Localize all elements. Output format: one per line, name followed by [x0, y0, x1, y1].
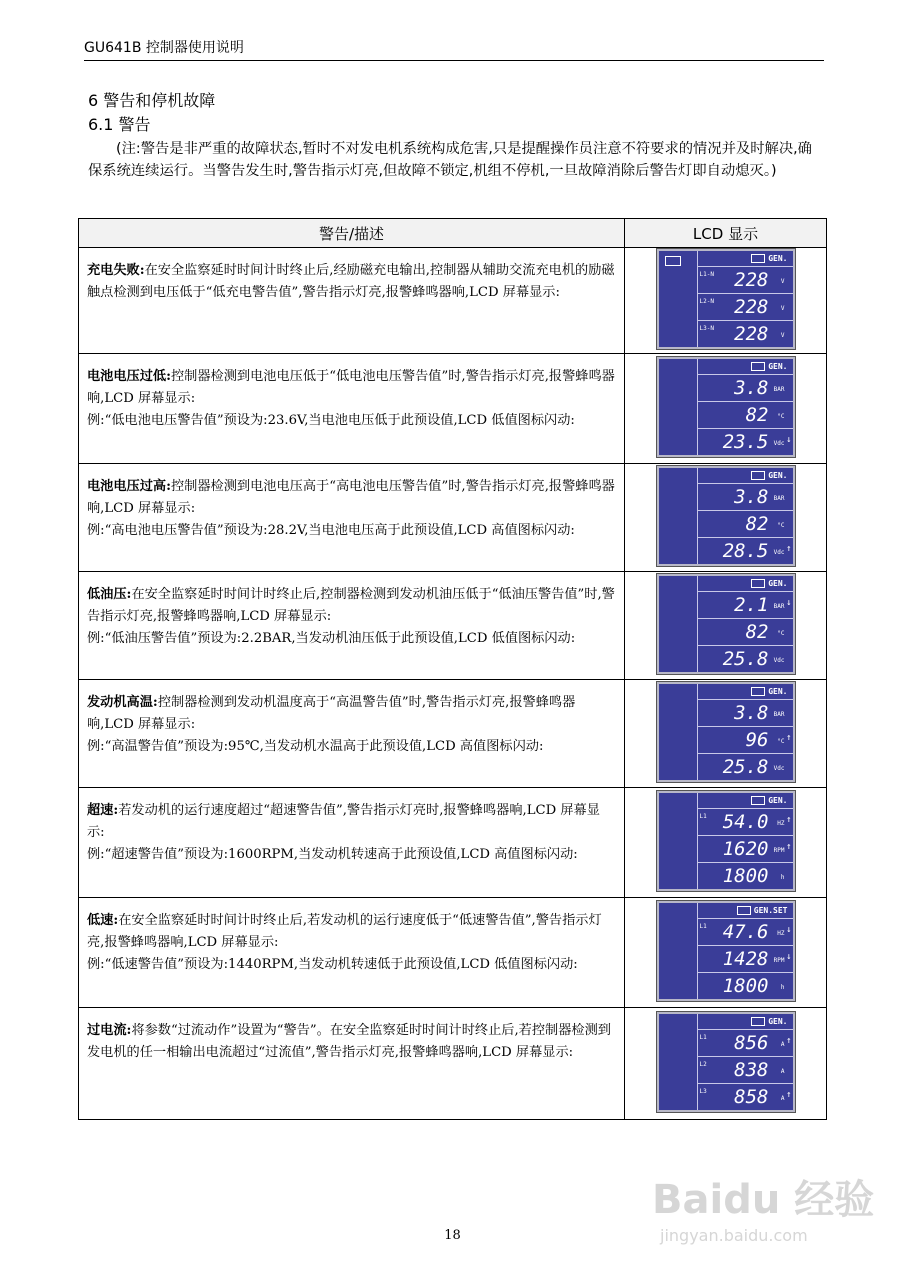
warning-text: 例:“低速警告值”预设为:1440RPM,当发动机转速低于此预设值,LCD 低值图标闪动:: [87, 957, 578, 972]
lcd-unit: HZ: [777, 819, 785, 827]
lcd-left-panel: [659, 576, 698, 672]
table-row: [79, 248, 827, 354]
warning-name: 超速:: [87, 803, 119, 818]
lcd-right-panel: [698, 793, 793, 889]
lcd-mode-label: GEN.: [768, 578, 788, 588]
lcd-value: 3.8: [734, 701, 769, 724]
lcd-unit: °C: [777, 737, 785, 745]
lcd-left-panel: [659, 251, 698, 347]
lcd-mode-indicator: [698, 576, 793, 592]
warning-text: 在安全监察延时时间计时终止后,若发动机的运行速度低于“低速警告值”,警告指示灯亮,报警蜂鸣器响,LCD 屏幕显示:: [87, 913, 602, 950]
lcd-display: [657, 249, 795, 349]
lcd-value: 82: [745, 403, 769, 426]
lcd-unit: V: [780, 304, 785, 312]
lcd-row: [698, 919, 793, 946]
lcd-alarm-arrow: ↓: [786, 597, 792, 608]
lcd-value: 228: [734, 295, 769, 318]
warning-text: 例:“高温警告值”预设为:95℃,当发动机水温高于此预设值,LCD 高值图标闪动:: [87, 739, 544, 754]
lcd-mode-indicator: [698, 251, 793, 267]
warning-name: 过电流:: [87, 1023, 132, 1038]
lcd-right-panel: [698, 684, 793, 780]
lcd-mode-label: GEN.SET: [753, 905, 788, 915]
warning-text: 例:“超速警告值”预设为:1600RPM,当发动机转速高于此预设值,LCD 高值图标闪动:: [87, 847, 578, 862]
lcd-mode-label: GEN.: [768, 1016, 788, 1026]
warning-description: [79, 354, 625, 464]
lcd-alarm-arrow: ↑: [786, 814, 792, 825]
lcd-unit: HZ: [777, 929, 785, 937]
lcd-value: 3.8: [734, 485, 769, 508]
generator-icon: [751, 254, 765, 263]
section-title: 6 警告和停机故障: [88, 91, 216, 110]
lcd-phase-tag: L1: [699, 812, 707, 820]
column-header-description: 警告/描述: [79, 219, 625, 248]
lcd-row: [698, 321, 793, 347]
lcd-mode-label: GEN.: [768, 253, 788, 263]
lcd-alarm-arrow: ↓: [786, 951, 792, 962]
lcd-unit: RPM: [773, 846, 785, 854]
lcd-right-panel: [698, 903, 793, 999]
warning-description: [79, 464, 625, 572]
battery-icon: [665, 256, 681, 266]
lcd-phase-tag: L1: [699, 922, 707, 930]
lcd-cell: [625, 898, 827, 1008]
lcd-mode-indicator: [698, 793, 793, 809]
lcd-value: 3.8: [734, 376, 769, 399]
lcd-mode-indicator: [698, 903, 793, 919]
lcd-mode-label: GEN.: [768, 686, 788, 696]
lcd-unit: V: [780, 331, 785, 339]
lcd-row: [698, 754, 793, 780]
generator-icon: [751, 471, 765, 480]
lcd-display: [657, 466, 795, 566]
lcd-phase-tag: L2: [699, 1060, 707, 1068]
lcd-mode-indicator: [698, 684, 793, 700]
lcd-row: [698, 1084, 793, 1110]
warning-text: 例:“低电池电压警告值”预设为:23.6V,当电池电压低于此预设值,LCD 低值图标闪动:: [87, 413, 575, 428]
lcd-row: [698, 294, 793, 321]
lcd-left-panel: [659, 359, 698, 455]
lcd-value: 96: [745, 728, 769, 751]
column-header-lcd: LCD 显示: [625, 219, 827, 248]
lcd-left-panel: [659, 684, 698, 780]
lcd-value: 2.1: [734, 593, 769, 616]
lcd-row: [698, 836, 793, 863]
header-label: GU641B 控制器使用说明: [84, 40, 244, 56]
lcd-cell: [625, 1008, 827, 1120]
lcd-row: [698, 538, 793, 564]
lcd-value: 25.8: [722, 647, 769, 670]
lcd-row: [698, 809, 793, 836]
warning-description: [79, 898, 625, 1008]
lcd-value: 25.8: [722, 755, 769, 778]
lcd-left-panel: [659, 468, 698, 564]
lcd-left-panel: [659, 793, 698, 889]
lcd-value: 1800: [722, 864, 769, 887]
table-row: [79, 1008, 827, 1120]
lcd-cell: [625, 680, 827, 788]
lcd-value: 228: [734, 322, 769, 345]
watermark-logo: Baidu 经验: [652, 1177, 875, 1223]
table-header-row: [79, 219, 827, 248]
lcd-value: 838: [734, 1058, 769, 1081]
watermark-url: jingyan.baidu.com: [660, 1226, 808, 1245]
lcd-row: [698, 973, 793, 999]
warning-text: 控制器检测到电池电压低于“低电池电压警告值”时,警告指示灯亮,报警蜂鸣器响,LCD 屏幕显示:: [87, 369, 615, 406]
lcd-unit: BAR: [773, 494, 785, 502]
subsection-title: 6.1 警告: [88, 115, 151, 134]
lcd-phase-tag: L2-N: [699, 297, 714, 305]
lcd-unit: Vdc: [773, 764, 785, 772]
lcd-mode-label: GEN.: [768, 361, 788, 371]
lcd-value: 858: [734, 1085, 769, 1108]
warning-name: 低油压:: [87, 587, 132, 602]
lcd-value: 1620: [722, 837, 769, 860]
lcd-value: 82: [745, 512, 769, 535]
lcd-mode-label: GEN.: [768, 795, 788, 805]
warning-text: 控制器检测到电池电压高于“高电池电压警告值”时,警告指示灯亮,报警蜂鸣器响,LCD 屏幕显示:: [87, 479, 615, 516]
warning-text: 若发动机的运行速度超过“超速警告值”,警告指示灯亮时,报警蜂鸣器响,LCD 屏幕显示:: [87, 803, 600, 840]
lcd-display: [657, 357, 795, 457]
warning-description: [79, 1008, 625, 1120]
lcd-value: 23.5: [722, 430, 769, 453]
lcd-alarm-arrow: ↑: [786, 543, 792, 554]
lcd-cell: [625, 788, 827, 898]
lcd-row: [698, 375, 793, 402]
lcd-right-panel: [698, 359, 793, 455]
table-row: [79, 572, 827, 680]
lcd-unit: A: [780, 1094, 785, 1102]
lcd-mode-indicator: [698, 468, 793, 484]
warning-description: [79, 248, 625, 354]
generator-icon: [751, 579, 765, 588]
lcd-value: 1800: [722, 974, 769, 997]
lcd-unit: Vdc: [773, 656, 785, 664]
warning-description: [79, 788, 625, 898]
lcd-alarm-arrow: ↑: [786, 1089, 792, 1100]
lcd-row: [698, 429, 793, 455]
generator-icon: [737, 906, 751, 915]
watermark: [640, 1168, 890, 1258]
lcd-phase-tag: L1-N: [699, 270, 714, 278]
lcd-value: 54.0: [722, 810, 769, 833]
lcd-value: 856: [734, 1031, 769, 1054]
generator-icon: [751, 1017, 765, 1026]
lcd-row: [698, 484, 793, 511]
lcd-value: 1428: [722, 947, 769, 970]
lcd-unit: BAR: [773, 385, 785, 393]
lcd-alarm-arrow: ↓: [786, 434, 792, 445]
lcd-left-panel: [659, 903, 698, 999]
lcd-row: [698, 727, 793, 754]
lcd-cell: [625, 464, 827, 572]
table-row: [79, 898, 827, 1008]
lcd-cell: [625, 354, 827, 464]
lcd-row: [698, 1057, 793, 1084]
lcd-phase-tag: L3-N: [699, 324, 714, 332]
lcd-alarm-arrow: ↓: [786, 924, 792, 935]
lcd-unit: °C: [777, 521, 785, 529]
table-row: [79, 680, 827, 788]
lcd-unit: RPM: [773, 956, 785, 964]
lcd-alarm-arrow: ↑: [786, 841, 792, 852]
warning-text: 控制器检测到发动机温度高于“高温警告值”时,警告指示灯亮,报警蜂鸣器响,LCD 屏幕显示:: [87, 695, 576, 732]
lcd-display: [657, 574, 795, 674]
lcd-left-panel: [659, 1014, 698, 1110]
lcd-cell: [625, 572, 827, 680]
lcd-value: 28.5: [722, 539, 769, 562]
warning-text: 例:“高电池电压警告值”预设为:28.2V,当电池电压高于此预设值,LCD 高值图标闪动:: [87, 523, 575, 538]
lcd-unit: BAR: [773, 710, 785, 718]
section-note: (注:警告是非严重的故障状态,暂时不对发电机系统构成危害,只是提醒操作员注意不符要求的情况并及时解决,确保系统连续运行。当警告发生时,警告指示灯亮,但故障不锁定,机组不停机,一旦故障消除后警告灯即自动熄灭。): [88, 141, 812, 179]
warning-table: [78, 218, 827, 1120]
lcd-value: 228: [734, 268, 769, 291]
lcd-row: [698, 1030, 793, 1057]
lcd-value: 47.6: [722, 920, 769, 943]
lcd-unit: h: [780, 873, 785, 881]
lcd-right-panel: [698, 1014, 793, 1110]
lcd-row: [698, 646, 793, 672]
warning-name: 低速:: [87, 913, 119, 928]
lcd-mode-label: GEN.: [768, 470, 788, 480]
table-row: [79, 788, 827, 898]
generator-icon: [751, 687, 765, 696]
lcd-row: [698, 619, 793, 646]
lcd-row: [698, 700, 793, 727]
lcd-row: [698, 267, 793, 294]
lcd-display: [657, 682, 795, 782]
lcd-row: [698, 511, 793, 538]
lcd-row: [698, 402, 793, 429]
lcd-unit: BAR: [773, 602, 785, 610]
warning-name: 充电失败:: [87, 263, 145, 278]
lcd-unit: °C: [777, 412, 785, 420]
lcd-unit: h: [780, 983, 785, 991]
lcd-display: [657, 1012, 795, 1112]
lcd-display: [657, 901, 795, 1001]
lcd-mode-indicator: [698, 1014, 793, 1030]
lcd-unit: Vdc: [773, 548, 785, 556]
lcd-row: [698, 863, 793, 889]
lcd-phase-tag: L1: [699, 1033, 707, 1041]
lcd-display: [657, 791, 795, 891]
lcd-unit: A: [780, 1067, 785, 1075]
lcd-unit: Vdc: [773, 439, 785, 447]
lcd-unit: °C: [777, 629, 785, 637]
lcd-right-panel: [698, 576, 793, 672]
lcd-unit: V: [780, 277, 785, 285]
lcd-row: [698, 946, 793, 973]
page-number: 18: [444, 1228, 461, 1243]
lcd-mode-indicator: [698, 359, 793, 375]
lcd-row: [698, 592, 793, 619]
warning-text: 在安全监察延时时间计时终止后,经励磁充电输出,控制器从辅助交流充电机的励磁触点检测到电压低于“低充电警告值”,警告指示灯亮,报警蜂鸣器响,LCD 屏幕显示:: [87, 263, 615, 300]
lcd-alarm-arrow: ↑: [786, 1035, 792, 1046]
generator-icon: [751, 362, 765, 371]
table-row: [79, 354, 827, 464]
lcd-alarm-arrow: ↑: [786, 732, 792, 743]
warning-description: [79, 680, 625, 788]
lcd-cell: [625, 248, 827, 354]
lcd-right-panel: [698, 251, 793, 347]
table-row: [79, 464, 827, 572]
warning-name: 电池电压过低:: [87, 369, 171, 384]
lcd-phase-tag: L3: [699, 1087, 707, 1095]
warning-description: [79, 572, 625, 680]
lcd-right-panel: [698, 468, 793, 564]
generator-icon: [751, 796, 765, 805]
lcd-unit: A: [780, 1040, 785, 1048]
warning-name: 发动机高温:: [87, 695, 158, 710]
page-header: [84, 34, 824, 61]
warning-text: 例:“低油压警告值”预设为:2.2BAR,当发动机油压低于此预设值,LCD 低值图标闪动:: [87, 631, 576, 646]
lcd-value: 82: [745, 620, 769, 643]
warning-text: 在安全监察延时时间计时终止后,控制器检测到发动机油压低于“低油压警告值”时,警告指示灯亮,报警蜂鸣器响,LCD 屏幕显示:: [87, 587, 615, 624]
warning-name: 电池电压过高:: [87, 479, 171, 494]
warning-text: 将参数“过流动作”设置为“警告”。在安全监察延时时间计时终止后,若控制器检测到发电机的任一相输出电流超过“过流值”,警告指示灯亮,报警蜂鸣器响,LCD 屏幕显示:: [87, 1023, 611, 1060]
